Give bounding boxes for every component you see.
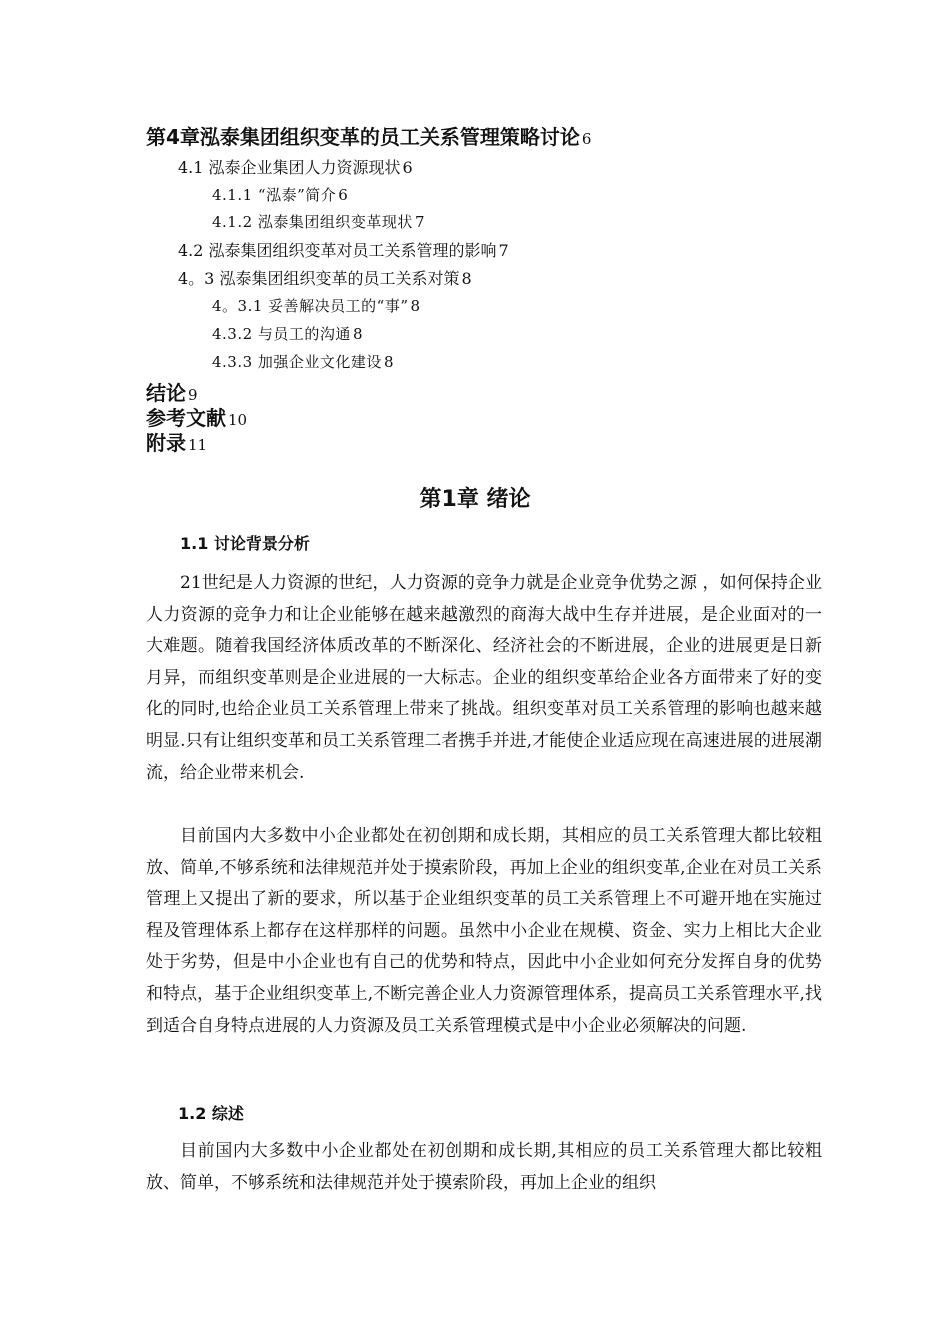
toc-section-4-3-1-title: 4。3.1 妥善解决员工的“事” — [212, 297, 409, 315]
toc-section-4-2-title: 4.2 泓泰集团组织变革对员工关系管理的影响 — [178, 241, 497, 260]
toc-section-4-3-1-page: 8 — [410, 297, 421, 315]
toc-section-4-1-2-title: 4.1.2 泓泰集团组织变革现状 — [212, 213, 413, 231]
toc-section-4-1[interactable] — [178, 160, 413, 176]
toc-section-4-3-2-page: 8 — [352, 325, 363, 343]
paragraph-background-1: 21世纪是人力资源的世纪，人力资源的竞争力就是企业竞争优势之源 ，如何保持企业人力资源的竞争力和让企业能够在越来越激烈的商海大战中生存并进展，是企业面对的一大难题。随着我国经济体质改革的不断深化、经济社会的不断进展，企业的进展更是日新月异，而组织变革则是企业进展的一大标志。企业的组织变革给企业各方面带来了好的变化的同时,也给企业员工关系管理上带来了挑战。组织变革对员工关系管理的影响也越来越明显.只有让组织变革和员工关系管理二者携手并进,才能使企业适应现在高速进展的进展潮流，给企业带来机会. — [146, 573, 822, 783]
toc-appendix[interactable] — [146, 433, 207, 453]
toc-references-page: 10 — [228, 411, 248, 429]
toc-conclusion-title: 结论 — [146, 381, 186, 405]
toc-section-4-2-page: 7 — [498, 241, 509, 260]
toc-section-4-1-1-page: 6 — [338, 186, 349, 204]
toc-conclusion-page: 9 — [188, 386, 198, 404]
section-heading-1-2: 1.2 综述 — [178, 1104, 244, 1123]
toc-section-4-1-2[interactable] — [212, 215, 425, 230]
section-heading-1-1: 1.1 讨论背景分析 — [180, 534, 310, 553]
toc-section-4-3-3-page: 8 — [383, 353, 394, 371]
paragraph-overview-1: 目前国内大多数中小企业都处在初创期和成长期,其相应的员工关系管理大都比较粗放、简单，不够系统和法律规范并处于摸索阶段，再加上企业的组织 — [146, 1141, 822, 1193]
toc-section-4-3-page: 8 — [461, 269, 472, 288]
toc-section-4-1-title: 4.1 泓泰企业集团人力资源现状 — [178, 158, 401, 177]
toc-section-4-3-2[interactable] — [212, 327, 363, 342]
toc-references[interactable] — [146, 408, 247, 428]
toc-section-4-3[interactable] — [178, 271, 472, 287]
toc-section-4-2[interactable] — [178, 243, 509, 259]
toc-section-4-1-2-page: 7 — [414, 213, 425, 231]
toc-section-4-3-3-title: 4.3.3 加强企业文化建设 — [212, 353, 382, 371]
chapter-title: 第1章 绪论 — [419, 487, 531, 512]
toc-section-4-3-2-title: 4.3.2 与员工的沟通 — [212, 325, 351, 343]
toc-appendix-title: 附录 — [146, 431, 186, 455]
toc-section-4-3-title: 4。3 泓泰集团组织变革的员工关系对策 — [178, 269, 460, 288]
toc-chapter-4[interactable] — [146, 127, 591, 147]
toc-section-4-1-1[interactable] — [212, 188, 348, 203]
toc-appendix-page: 11 — [188, 436, 208, 454]
toc-chapter-4-page: 6 — [581, 130, 592, 148]
toc-section-4-1-1-title: 4.1.1 “泓泰”简介 — [212, 186, 337, 204]
toc-conclusion[interactable] — [146, 383, 198, 403]
toc-section-4-3-3[interactable] — [212, 355, 394, 370]
toc-references-title: 参考文献 — [146, 406, 226, 430]
toc-chapter-4-title: 第4章泓泰集团组织变革的员工关系管理策略讨论 — [146, 125, 580, 149]
paragraph-background-2: 目前国内大多数中小企业都处在初创期和成长期，其相应的员工关系管理大都比较粗放、简单,不够系统和法律规范并处于摸索阶段，再加上企业的组织变革,企业在对员工关系管理上又提出了新的要求，所以基于企业组织变革的员工关系管理上不可避开地在实施过程及管理体系上都存在这样那样的问题。虽然中小企业在规模、资金、实力上相比大企业处于劣势，但是中小企业也有自己的优势和特点，因此中小企业如何充分发挥自身的优势和特点，基于企业组织变革上,不断完善企业人力资源管理体系，提高员工关系管理水平,找到适合自身特点进展的人力资源及员工关系管理模式是中小企业必须解决的问题. — [146, 826, 822, 1036]
toc-section-4-1-page: 6 — [402, 158, 413, 177]
toc-section-4-3-1[interactable] — [212, 299, 421, 314]
